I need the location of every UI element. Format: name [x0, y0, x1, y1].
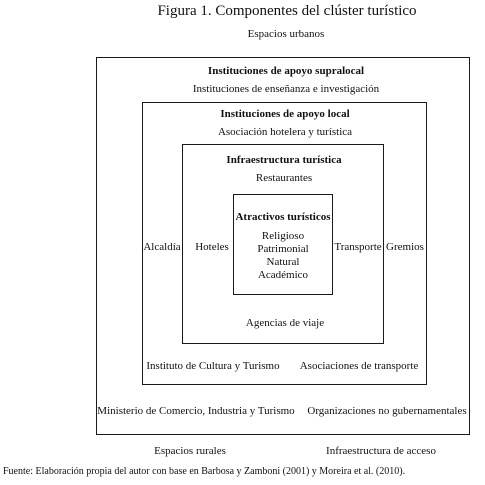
local-subtitle: Asociación hotelera y turística	[217, 126, 353, 138]
atractivo-item: Natural	[266, 256, 300, 268]
gremios-label: Gremios	[386, 241, 424, 253]
figure-title: Figura 1. Componentes del clúster turístico	[157, 3, 417, 19]
atractivo-item: Académico	[257, 269, 309, 281]
outer-top-label: Espacios urbanos	[247, 28, 325, 40]
infraestructura-subtitle: Restaurantes	[255, 172, 313, 184]
ong-label: Organizaciones no gubernamentales	[307, 405, 467, 417]
ministerio-label: Ministerio de Comercio, Industria y Turismo	[97, 405, 295, 417]
atractivo-item: Patrimonial	[257, 243, 309, 255]
instituto-cultura-label: Instituto de Cultura y Turismo	[146, 360, 280, 372]
espacios-rurales-label: Espacios rurales	[154, 445, 226, 457]
infraestructura-acceso-label: Infraestructura de acceso	[326, 445, 436, 457]
local-title: Instituciones de apoyo local	[220, 108, 350, 120]
infraestructura-title: Infraestructura turística	[226, 154, 342, 166]
hoteles-label: Hoteles	[195, 241, 229, 253]
transporte-label: Transporte	[334, 241, 382, 253]
source-note: Fuente: Elaboración propia del autor con base en Barbosa y Zamboni (2001) y Moreira et al. (2010).	[3, 466, 406, 477]
atractivos-title: Atractivos turísticos	[235, 211, 331, 223]
supralocal-title: Instituciones de apoyo supralocal	[207, 65, 365, 77]
alcaldia-label: Alcaldía	[143, 241, 181, 253]
atractivo-item: Religioso	[261, 230, 305, 242]
asociaciones-transporte-label: Asociaciones de transporte	[299, 360, 419, 372]
agencias-label: Agencias de viaje	[245, 317, 325, 329]
supralocal-subtitle: Instituciones de enseñanza e investigación	[192, 83, 380, 95]
